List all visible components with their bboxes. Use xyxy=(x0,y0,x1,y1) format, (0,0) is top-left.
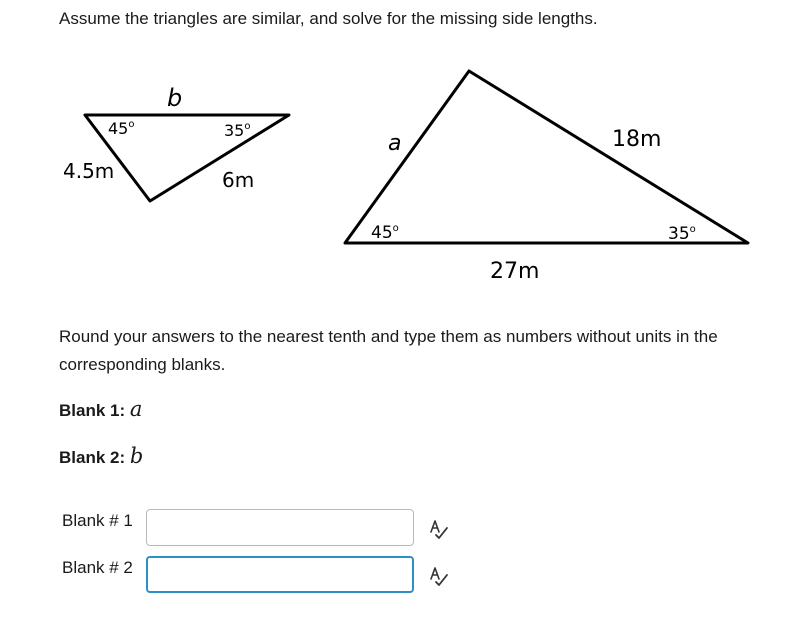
large-side-right-label: 18m xyxy=(612,127,662,152)
spellcheck-icon[interactable] xyxy=(428,565,450,587)
degree-mark: o xyxy=(244,121,251,132)
blank-2-definition xyxy=(59,444,143,468)
question-prompt: Assume the triangles are similar, and solve for the missing side lengths. xyxy=(59,9,598,28)
svg-text:45o xyxy=(108,119,134,138)
answer-2-label: Blank # 2 xyxy=(62,558,133,577)
small-angle-left-label: 45 xyxy=(108,119,129,138)
svg-text:45o xyxy=(371,223,399,243)
large-triangle xyxy=(345,71,748,284)
blank-1-label: Blank 1: xyxy=(59,401,126,420)
large-angle-right-label: 35 xyxy=(668,224,690,244)
large-side-a-label: a xyxy=(388,131,402,156)
svg-text:35o xyxy=(224,121,250,140)
answer-1-label: Blank # 1 xyxy=(62,511,133,530)
blank-2-label: Blank 2: xyxy=(59,448,126,467)
instructions: Round your answers to the nearest tenth and type them as numbers without units in the corresponding blanks. xyxy=(59,327,718,374)
blank-2-variable: b xyxy=(129,444,144,468)
blank-1-definition xyxy=(59,397,142,421)
small-side-right-label: 6m xyxy=(222,168,255,192)
large-angle-left-label: 45 xyxy=(371,223,393,243)
svg-text:35o xyxy=(668,224,696,244)
large-side-bottom-label: 27m xyxy=(490,259,540,284)
degree-mark: o xyxy=(392,223,399,234)
triangles-figure xyxy=(0,0,800,300)
spellcheck-icon[interactable] xyxy=(428,518,450,540)
answer-1-input[interactable] xyxy=(146,509,414,546)
degree-mark: o xyxy=(689,224,696,235)
answer-2-input[interactable] xyxy=(146,556,414,593)
degree-mark: o xyxy=(128,119,135,130)
blank-1-variable: a xyxy=(129,397,143,421)
small-side-left-label: 4.5m xyxy=(63,159,115,183)
small-angle-right-label: 35 xyxy=(224,121,245,140)
small-side-b-label: b xyxy=(167,84,183,112)
small-triangle xyxy=(63,84,289,201)
